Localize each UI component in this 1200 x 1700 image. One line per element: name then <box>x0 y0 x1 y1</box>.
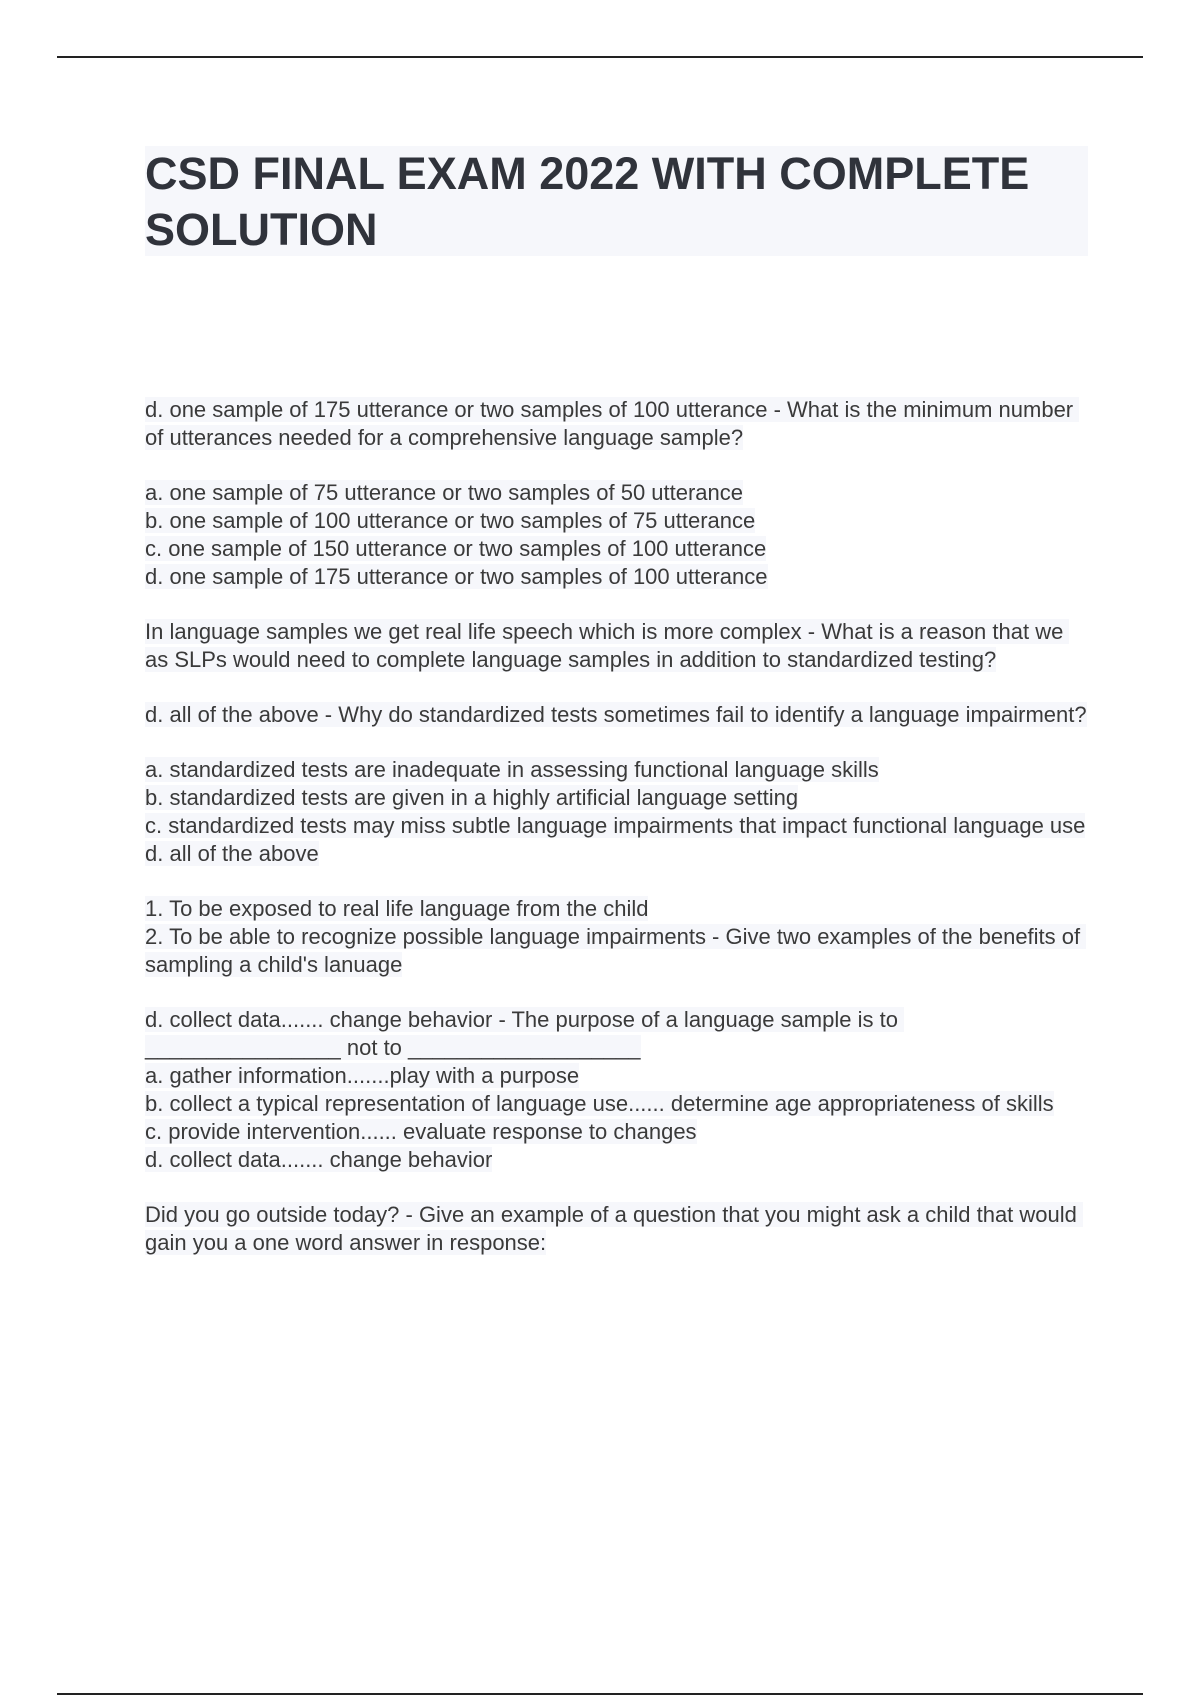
option-line: c. standardized tests may miss subtle language impairments that impact functional language use <box>145 813 1086 838</box>
option-line: a. gather information.......play with a purpose <box>145 1063 580 1088</box>
qa-block <box>145 618 1090 674</box>
qa-block <box>145 396 1090 452</box>
option-line: c. one sample of 150 utterance or two samples of 100 utterance <box>145 536 767 561</box>
qa-block <box>145 1006 1090 1174</box>
title-block <box>145 146 1088 256</box>
text-line: Did you go outside today? - Give an example of a question that you might ask a child that would gain you a one word answer in response: <box>145 1202 1084 1255</box>
qa-block <box>145 1201 1090 1257</box>
option-line: d. all of the above <box>145 841 319 866</box>
text-line: 1. To be exposed to real life language from the child <box>145 896 649 921</box>
text-line: d. one sample of 175 utterance or two samples of 100 utterance - What is the minimum number of utterances needed for a comprehensive language sample? <box>145 397 1080 450</box>
text-line: In language samples we get real life speech which is more complex - What is a reason that we as SLPs would need to complete language samples in addition to standardized testing? <box>145 619 1070 672</box>
answer-options <box>145 756 1090 868</box>
option-line: d. collect data....... change behavior <box>145 1147 493 1172</box>
text-line: d. collect data....... change behavior - The purpose of a language sample is to ________________ not to ___________________ <box>145 1007 905 1060</box>
option-line: d. one sample of 175 utterance or two samples of 100 utterance <box>145 564 768 589</box>
text-line: d. all of the above - Why do standardized tests sometimes fail to identify a language impairment? <box>145 702 1087 727</box>
top-rule <box>57 56 1143 58</box>
option-line: b. collect a typical representation of language use...... determine age appropriateness of skills <box>145 1091 1054 1116</box>
qa-block <box>145 895 1090 979</box>
option-line: a. standardized tests are inadequate in assessing functional language skills <box>145 757 879 782</box>
document-title: CSD FINAL EXAM 2022 WITH COMPLETE SOLUTION <box>145 148 1030 255</box>
option-line: b. one sample of 100 utterance or two samples of 75 utterance <box>145 508 756 533</box>
document-content <box>145 396 1090 1284</box>
qa-block <box>145 701 1090 729</box>
bottom-rule <box>57 1693 1143 1695</box>
option-line: c. provide intervention...... evaluate response to changes <box>145 1119 697 1144</box>
option-line: b. standardized tests are given in a highly artificial language setting <box>145 785 799 810</box>
text-line: 2. To be able to recognize possible language impairments - Give two examples of the benefits of sampling a child's lanuage <box>145 924 1087 977</box>
option-line: a. one sample of 75 utterance or two samples of 50 utterance <box>145 480 744 505</box>
answer-options <box>145 479 1090 591</box>
